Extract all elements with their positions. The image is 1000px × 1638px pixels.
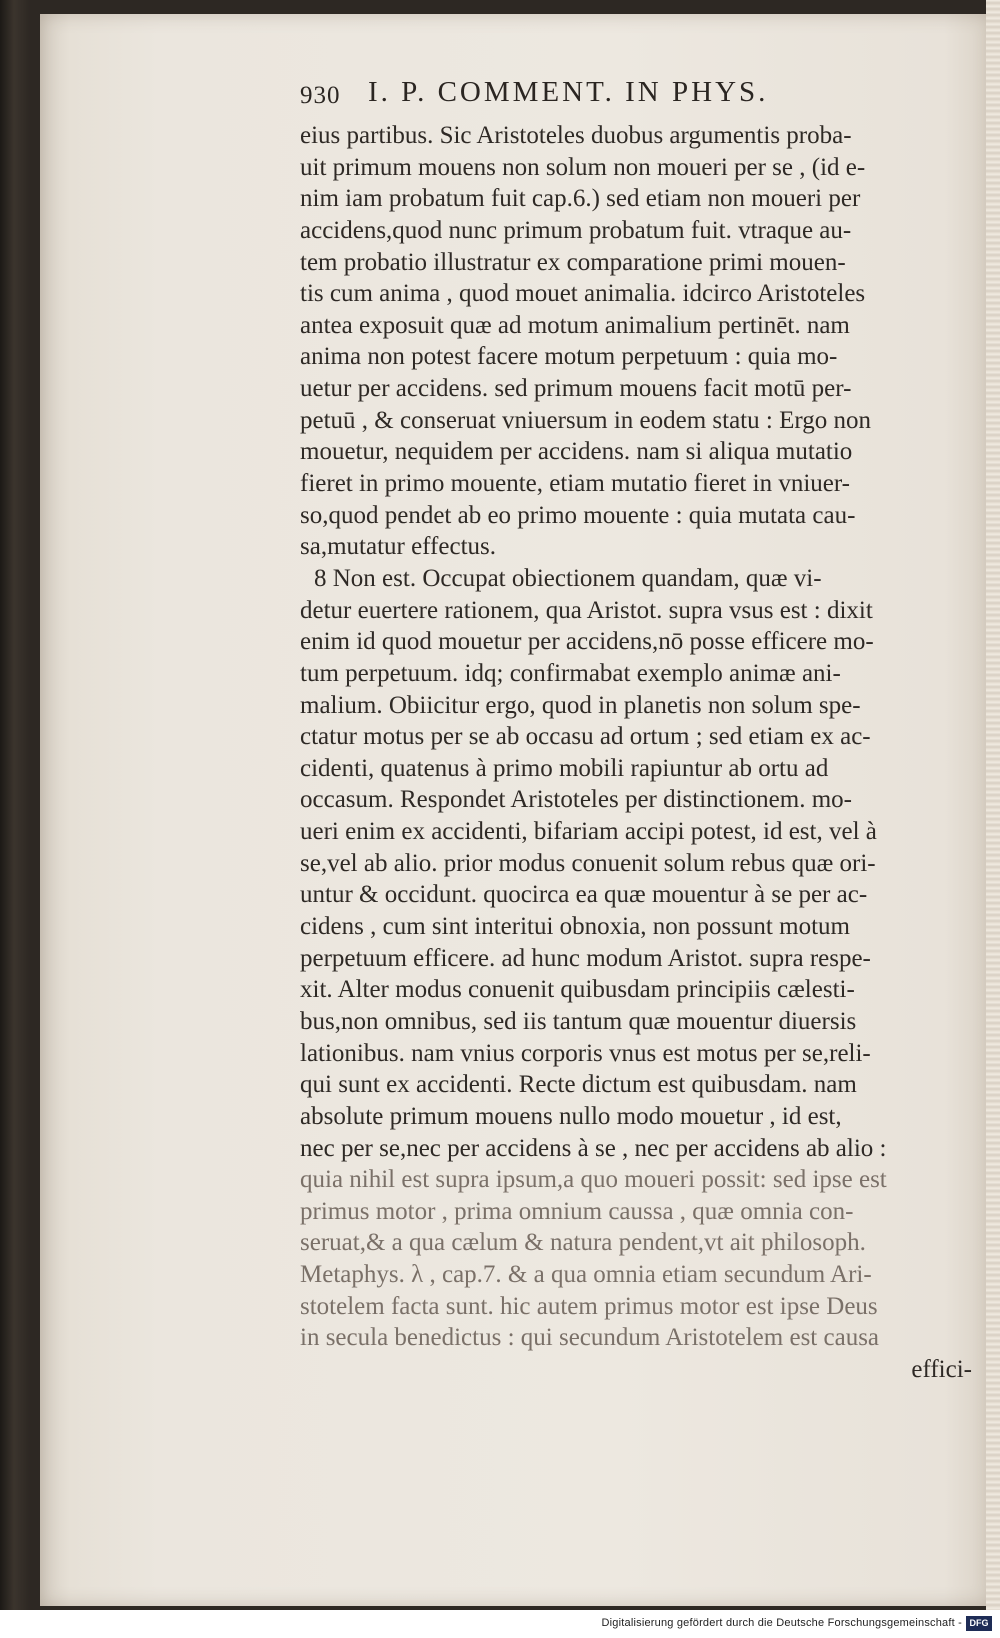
text-line: nim iam probatum fuit cap.6.) sed etiam non moueri per bbox=[300, 185, 861, 213]
text-line: cidens , cum sint interitui obnoxia, non possunt motum bbox=[300, 913, 850, 941]
text-line: mouetur, nequidem per accidens. nam si aliqua mutatio bbox=[300, 438, 853, 466]
text-line: tem probatio illustratur ex comparatione primi mouen- bbox=[300, 248, 846, 276]
text-line: eius partibus. Sic Aristoteles duobus argumentis proba- bbox=[300, 122, 852, 149]
catchword: effici- bbox=[911, 1355, 972, 1383]
text-line: perpetuum efficere. ad hunc modum Aristot. supra respe- bbox=[300, 944, 871, 972]
text-line: se,vel ab alio. prior modus conuenit solum rebus quæ ori- bbox=[300, 849, 876, 877]
text-line: xit. Alter modus conuenit quibusdam principiis cælesti- bbox=[300, 976, 855, 1004]
page-number: 930 bbox=[300, 82, 341, 109]
text-line: bus,non omnibus, sed iis tantum quæ mouentur diuersis bbox=[300, 1007, 857, 1035]
text-line: petuū , & conseruat vniuersum in eodem statu : Ergo non bbox=[300, 406, 871, 434]
text-line: tis cum anima , quod mouet animalia. idcirco Aristoteles bbox=[300, 280, 866, 308]
text-line: ueri enim ex accidenti, bifariam accipi potest, id est, vel à bbox=[300, 818, 877, 846]
text-line: accidens,quod nunc primum probatum fuit. vtraque au- bbox=[300, 216, 852, 244]
text-line: primus motor , prima omnium caussa , quæ omnia con- bbox=[300, 1197, 854, 1225]
dfg-logo: DFG bbox=[966, 1616, 992, 1631]
text-line: enim id quod mouetur per accidens,nō posse efficere mo- bbox=[300, 628, 874, 656]
text-line: antea exposuit quæ ad motum animalium pertinēt. nam bbox=[300, 311, 850, 339]
text-line: Metaphys. λ , cap.7. & a qua omnia etiam secundum Ari- bbox=[300, 1261, 872, 1289]
text-line: nec per se,nec per accidens à se , nec per accidens ab alio : bbox=[300, 1134, 887, 1162]
running-title: I. P. COMMENT. IN PHYS. bbox=[368, 76, 769, 108]
text-line: absolute primum mouens nullo modo mouetur , id est, bbox=[300, 1102, 842, 1130]
page-edge bbox=[986, 0, 1000, 1610]
text-line: malium. Obiicitur ergo, quod in planetis non solum spe- bbox=[300, 691, 861, 719]
page-header bbox=[300, 76, 900, 116]
text-line: lationibus. nam vnius corporis vnus est motus per se,reli- bbox=[300, 1039, 871, 1067]
text-line: uetur per accidens. sed primum mouens facit motū per- bbox=[300, 375, 852, 403]
text-line: quia nihil est supra ipsum,a quo moueri possit: sed ipse est bbox=[300, 1166, 887, 1194]
text-line: qui sunt ex accidenti. Recte dictum est quibusdam. nam bbox=[300, 1071, 857, 1099]
text-line: uit primum mouens non solum non moueri per se , (id e- bbox=[300, 153, 866, 181]
text-line: so,quod pendet ab eo primo mouente : quia mutata cau- bbox=[300, 501, 856, 529]
text-line: anima non potest facere motum perpetuum : quia mo- bbox=[300, 343, 838, 371]
text-line: occasum. Respondet Aristoteles per distinctionem. mo- bbox=[300, 786, 852, 814]
text-line: ctatur motus per se ab occasu ad ortum ; sed etiam ex ac- bbox=[300, 723, 871, 751]
text-line: seruat,& a qua cælum & natura pendent,vt ait philosoph. bbox=[300, 1229, 866, 1257]
text-line: stotelem facta sunt. hic autem primus motor est ipse Deus bbox=[300, 1292, 878, 1320]
funding-credit: Digitalisierung gefördert durch die Deutsche Forschungsgemeinschaft - bbox=[601, 1617, 962, 1629]
text-line: 8 Non est. Occupat obiectionem quandam, quæ vi- bbox=[314, 564, 822, 592]
body-text bbox=[300, 120, 972, 1386]
digitization-footer bbox=[0, 1610, 1000, 1638]
text-line: detur euertere rationem, qua Aristot. supra vsus est : dixit bbox=[300, 596, 873, 624]
text-line: tum perpetuum. idq; confirmabat exemplo animæ ani- bbox=[300, 659, 841, 687]
text-line: cidenti, quatenus à primo mobili rapiuntur ab ortu ad bbox=[300, 754, 829, 782]
text-line: untur & occidunt. quocirca ea quæ mouentur à se per ac- bbox=[300, 881, 868, 909]
text-line: sa,mutatur effectus. bbox=[300, 533, 496, 561]
text-line: in secula benedictus : qui secundum Aristotelem est causa bbox=[300, 1324, 880, 1352]
text-line: fieret in primo mouente, etiam mutatio fieret in vniuer- bbox=[300, 470, 851, 498]
